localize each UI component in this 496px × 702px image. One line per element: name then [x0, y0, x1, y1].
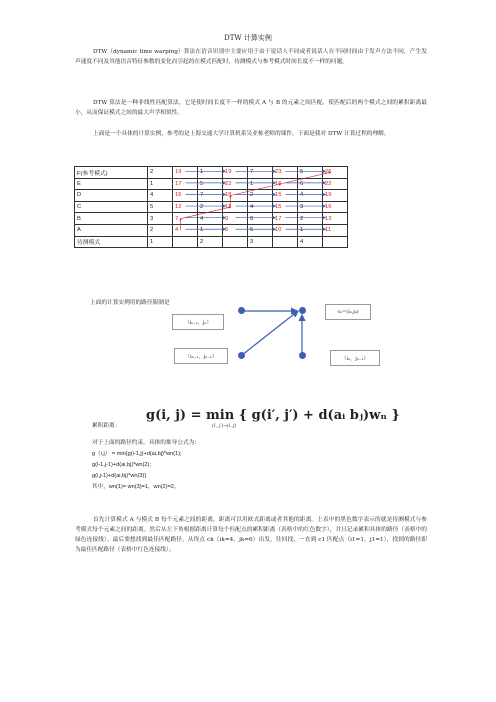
formula-equation: g(i, j) = min { g(i′, j′) + d(aᵢ bⱼ)wₙ } — [146, 408, 400, 423]
accumulated-cell: 22 — [223, 178, 248, 190]
accumulated-cell: 12 — [173, 201, 198, 213]
distance-cell: 2 — [298, 213, 323, 225]
distance-cell: 7 — [198, 190, 223, 202]
accumulated-cell: 13 — [323, 213, 348, 225]
row-label: C — [75, 201, 148, 213]
row-label: F(参考模式) — [75, 167, 148, 179]
closing-paragraph: 首先计算模式 A 与模式 B 每个元素之间的距离，距离可以用欧式距离或者其他的距离。上表中的黑色数字表示的就是待测模式与参考模式每个元素之间的距离。然后从左下角根据距离计算每个匹配点的累积距离（表格中的红色数字），并且记录累积具体的路径（表格中的绿色连接线）。最后要想找到最佳匹配路径，从终点 ck（ik=4，jk=6）出发，往回找，一直到 c1 匹配点（i1=1，j1=1），找到的路径即为最佳匹配路径（表格中红色连接线）。 — [75, 517, 427, 553]
distance-cell: 5 — [148, 201, 173, 213]
distance-cell: 5 — [298, 167, 323, 179]
distance-cell: 8 — [248, 213, 273, 225]
node-dot-top-left — [238, 307, 245, 314]
best-path-segment — [181, 207, 231, 219]
intro-paragraph-2: DTW 算法是一种非线性匹配算法，它是使时间长度不一样的模式 A 与 B 的元素之间匹配，使匹配后的两个模式之间的累积距离最小，从而保证模式之间的最大声学相似性。 — [75, 100, 427, 116]
accumulated-cell: 16 — [173, 190, 198, 202]
accumulated-cell: 15 — [273, 201, 298, 213]
accumulated-cell: 19 — [223, 167, 248, 179]
distance-cell: 4 — [248, 201, 273, 213]
accumulated-cell: 17 — [273, 213, 298, 225]
distance-cell: 5 — [198, 178, 223, 190]
derivation-line-3: g(i,j-1)+d(ai,bj)*wn(3)} — [92, 473, 147, 479]
distance-cell: 1 — [148, 236, 173, 248]
path-diagram — [160, 300, 420, 372]
distance-cell: 3 — [298, 201, 323, 213]
distance-cell: 6 — [298, 178, 323, 190]
distance-cell: 3 — [148, 213, 173, 225]
distance-cell: 1 — [298, 224, 323, 236]
distance-cell: 5 — [248, 224, 273, 236]
accumulated-cell: 18 — [223, 190, 248, 202]
node-dot-bottom-left — [238, 352, 245, 359]
accumulated-cell: 9 — [223, 213, 248, 225]
derivation-line-4: 其中，wn(1)= wn(3)=1，wn(2)=2。 — [92, 484, 180, 490]
intro-paragraph-3: 上面是一个具体的计算实例，参考的是上海交通大学计算机系吴亚栋老师的课件。下面是我对 DTW 计算过程的理解。 — [93, 131, 390, 137]
accumulated-cell: 16 — [323, 201, 348, 213]
accumulated-cell: 17 — [173, 178, 198, 190]
accumulated-cell: 11 — [323, 224, 348, 236]
accumulated-cell: 23 — [273, 167, 298, 179]
intro-paragraph-1: DTW（dynamic time warping）算法在语音识别中主要应用于由于说话人不同或者说话人在不同时间由于发声方法不同，产生发声速度不同及其他语音特征参数的变化而引起的在模式匹配时，待测模式与参考模式时间长度不一样的问题。 — [75, 49, 427, 65]
formula-label: 累积距离： — [92, 423, 121, 429]
distance-cell: 2 — [198, 236, 223, 248]
distance-cell: 4 — [298, 190, 323, 202]
distance-cell: 4 — [198, 213, 223, 225]
distance-cell: 1 — [148, 178, 173, 190]
row-label: E — [75, 178, 148, 190]
best-path-segment — [231, 184, 281, 196]
row-label: 待测模式 — [75, 236, 148, 248]
distance-cell: 4 — [298, 236, 323, 248]
accumulated-cell: 22 — [323, 178, 348, 190]
distance-cell: 2 — [198, 201, 223, 213]
derivation-line-2: g(i-1,j-1)+d(ai,bj)*wn(2); — [92, 462, 151, 468]
distance-cell: 2 — [148, 224, 173, 236]
best-path-segment — [281, 172, 331, 184]
accumulated-cell: 7 — [173, 213, 198, 225]
row-label: D — [75, 190, 148, 202]
accumulated-cell: 19 — [173, 167, 198, 179]
accumulated-cell: 15 — [273, 190, 298, 202]
accumulated-cell: 16 — [273, 178, 298, 190]
accumulated-cell: 5 — [223, 224, 248, 236]
distance-cell: 7 — [248, 167, 273, 179]
prev-diag-node: （iₙ₋₁，jₙ₋₁） — [174, 348, 228, 364]
distance-cell: 2 — [248, 190, 273, 202]
accumulated-cell: 11 — [223, 201, 248, 213]
distance-cell: 1 — [198, 167, 223, 179]
node-dot-bottom-right — [299, 352, 306, 359]
page-title: DTW 计算实例 — [224, 34, 272, 42]
accumulated-cell: 19 — [323, 190, 348, 202]
row-label: B — [75, 213, 148, 225]
path-caption: 上面的计算实例用的路径限制是 — [90, 300, 170, 306]
accumulated-cell: 10 — [273, 224, 298, 236]
distance-cell: 1 — [248, 178, 273, 190]
prev-left-node: （iₙ，jₙ₋₁） — [330, 350, 380, 366]
distance-cell: 3 — [248, 236, 273, 248]
distance-cell: 2 — [148, 167, 173, 179]
derivation-lead: 对于上面的路径约束，具体的推导公式为： — [92, 440, 201, 446]
current-node: cₖ=(iₖ,jₖ) — [325, 304, 371, 320]
distance-cell: 4 — [148, 190, 173, 202]
distance-cell: 1 — [198, 224, 223, 236]
accumulated-cell: 26 — [323, 167, 348, 179]
derivation-line-1: g（i,j） = min{g(i-1,j)+d(ai,bj)*wn(1); — [92, 451, 182, 457]
row-label: A — [75, 224, 148, 236]
prev-up-node: （iₙ₋₁，jₙ） — [172, 314, 224, 330]
node-dot-top-right — [299, 307, 306, 314]
accumulated-cell: 4 — [173, 224, 198, 236]
formula-subscript: (i′, j′)→(i, j) — [212, 424, 237, 429]
